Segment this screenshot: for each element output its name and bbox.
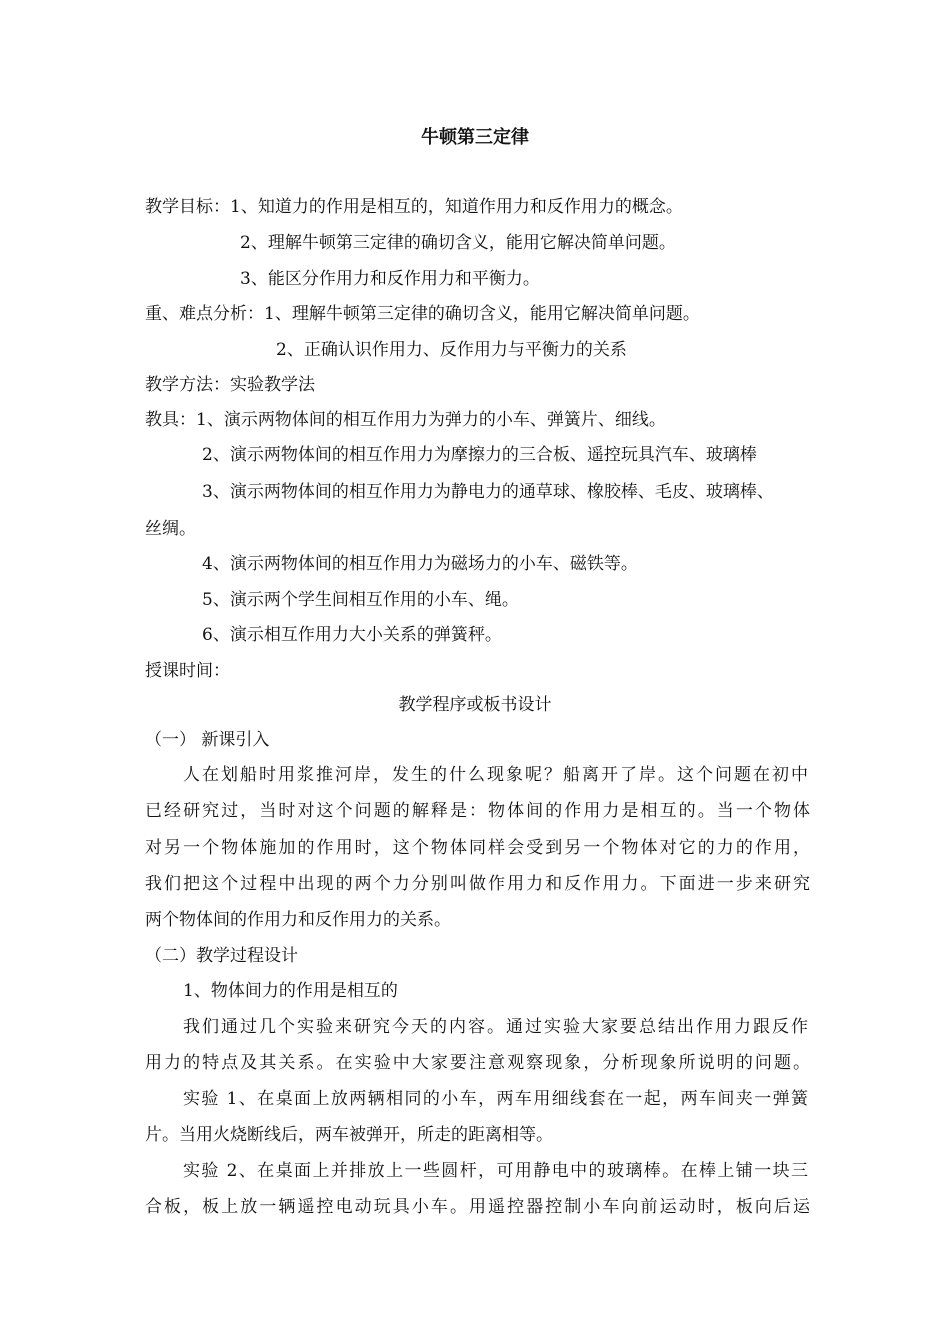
key-points-line-1	[145, 302, 810, 326]
tools-line-1	[145, 408, 810, 432]
goal-item: 3、能区分作用力和反作用力和平衡力。	[240, 269, 540, 289]
tool-item: 2、演示两物体间的相互作用力为摩擦力的三合板、遥控玩具汽车、玻璃棒	[202, 445, 757, 465]
paragraph-line: 对另一个物体施加的作用时，这个物体同样会受到另一个物体对它的力的作用，	[145, 838, 810, 858]
section-heading: 教学程序或板书设计	[398, 695, 552, 715]
key-point-item: 2、正确认识作用力、反作用力与平衡力的关系	[276, 340, 627, 360]
paragraph-line: 合板，板上放一辆遥控电动玩具小车。用遥控器控制小车向前运动时，板向后运	[145, 1197, 810, 1217]
tools-label: 教具：	[145, 410, 196, 430]
tool-item: 4、演示两物体间的相互作用力为磁场力的小车、磁铁等。	[202, 554, 638, 574]
tool-item-continued: 丝绸。	[145, 519, 196, 539]
goals-line-1	[145, 195, 810, 219]
part1-heading: （一） 新课引入	[145, 730, 270, 750]
tool-item: 3、演示两物体间的相互作用力为静电力的通草球、橡胶棒、毛皮、玻璃棒、	[202, 482, 774, 502]
paragraph-line: 实验 1、在桌面上放两辆相同的小车，两车用细线套在一起，两车间夹一弹簧	[183, 1089, 808, 1109]
key-label: 重、难点分析：	[145, 304, 264, 324]
document-title: 牛顿第三定律	[421, 127, 529, 148]
paragraph-line: 已经研究过，当时对这个问题的解释是：物体间的作用力是相互的。当一个物体	[145, 801, 810, 821]
paragraph-line: 我们把这个过程中出现的两个力分别叫做作用力和反作用力。下面进一步来研究	[145, 874, 810, 894]
paragraph-line: 实验 2、在桌面上并排放上一些圆杆，可用静电中的玻璃棒。在棒上铺一块三	[183, 1161, 808, 1181]
teaching-method: 教学方法：实验教学法	[145, 375, 315, 395]
key-point-item: 1、理解牛顿第三定律的确切含义，能用它解决简单问题。	[264, 304, 700, 324]
part2-heading: （二）教学过程设计	[145, 946, 298, 966]
tool-item: 6、演示相互作用力大小关系的弹簧秤。	[202, 625, 502, 645]
paragraph-line: 用力的特点及其关系。在实验中大家要注意观察现象，分析现象所说明的问题。	[145, 1053, 810, 1073]
goal-item: 1、知道力的作用是相互的，知道作用力和反作用力的概念。	[230, 197, 683, 217]
paragraph-line: 我们通过几个实验来研究今天的内容。通过实验大家要总结出作用力跟反作	[183, 1017, 808, 1037]
tool-item: 5、演示两个学生间相互作用的小车、绳。	[202, 590, 519, 610]
goals-label: 教学目标：	[145, 197, 230, 217]
goal-item: 2、理解牛顿第三定律的确切含义，能用它解决简单问题。	[240, 233, 676, 253]
paragraph-line: 两个物体间的作用力和反作用力的关系。	[145, 910, 451, 930]
paragraph-line: 片。当用火烧断线后，两车被弹开，所走的距离相等。	[145, 1125, 553, 1145]
lesson-time: 授课时间：	[145, 661, 230, 681]
part2-subheading: 1、物体间力的作用是相互的	[183, 981, 398, 1001]
tool-item: 1、演示两物体间的相互作用力为弹力的小车、弹簧片、细线。	[196, 410, 666, 430]
paragraph-line: 人在划船时用浆推河岸，发生的什么现象呢？船离开了岸。这个问题在初中	[183, 765, 808, 785]
